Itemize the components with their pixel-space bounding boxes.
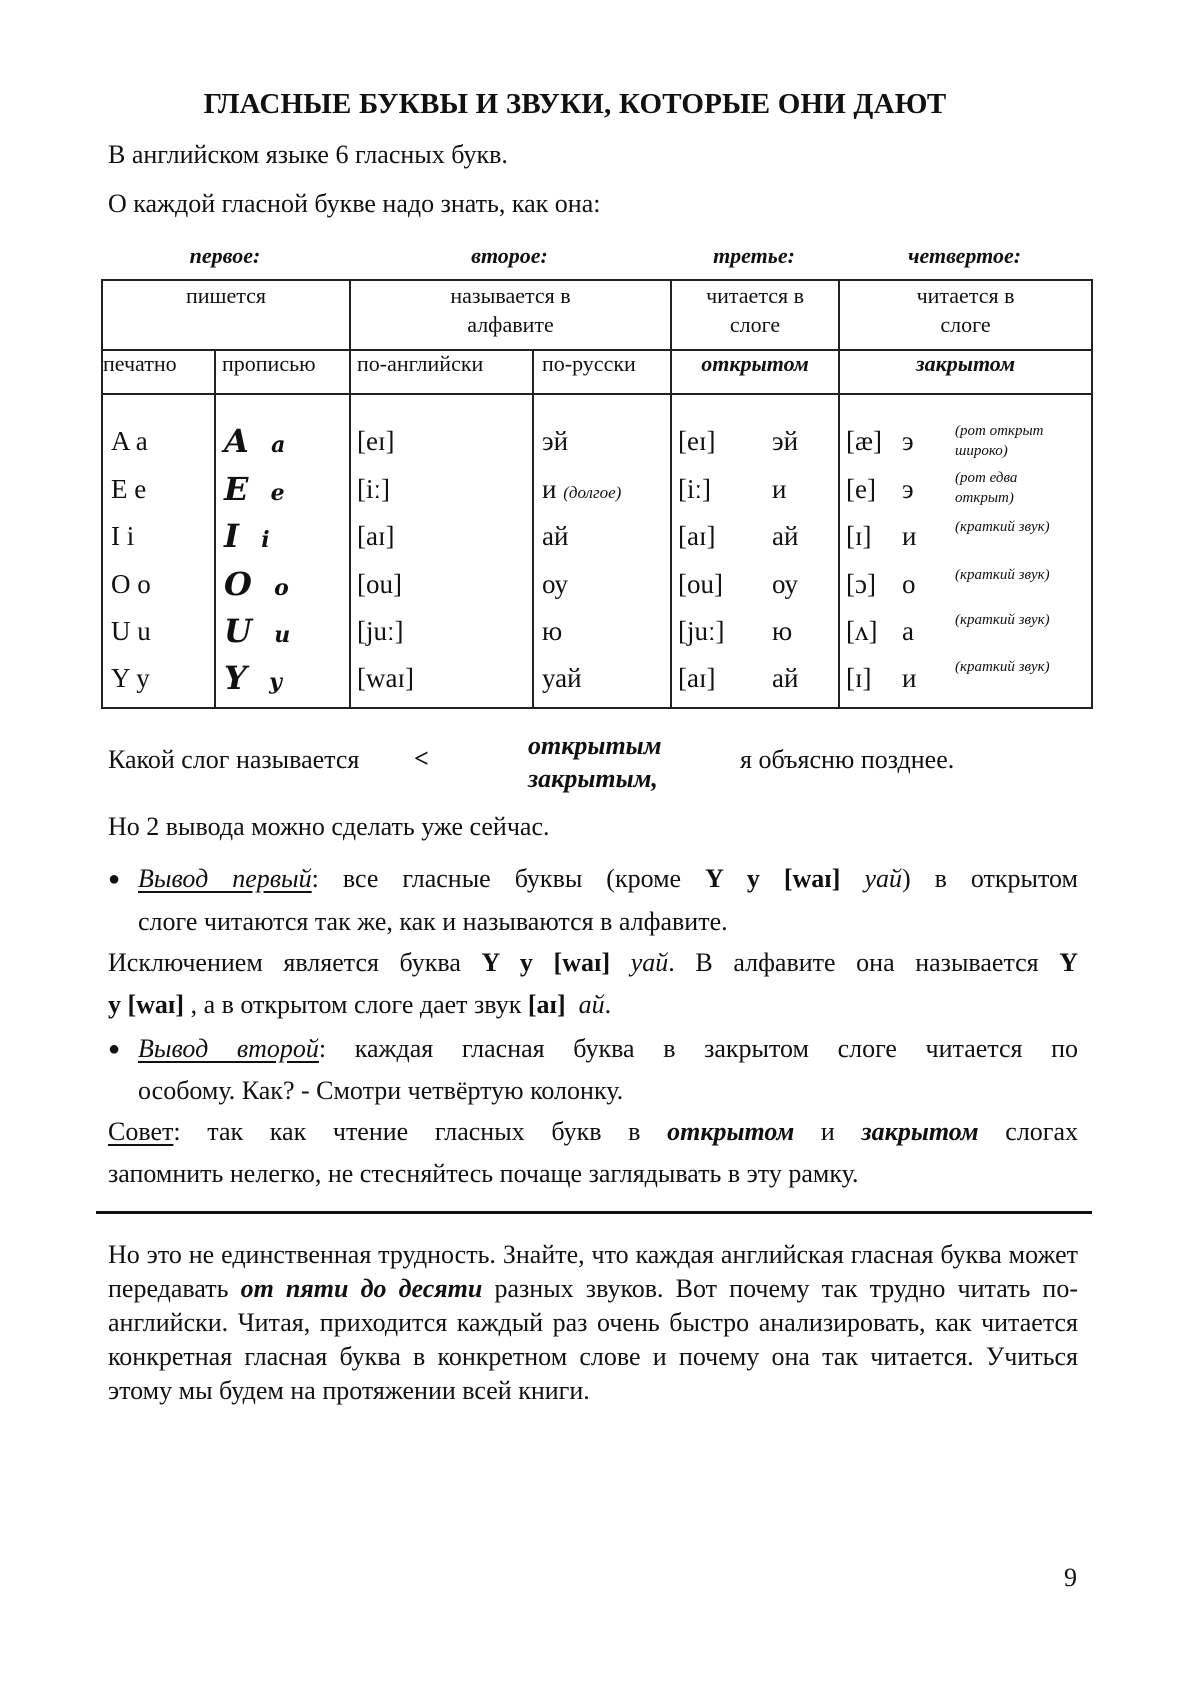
conclusion-2-line-2: особому. Как? - Смотри четвёртую колонку. <box>138 1076 624 1105</box>
script-lower: a <box>271 432 286 458</box>
header-alphabet-name: называется в алфавите <box>350 280 671 350</box>
bottom-text-1: Но это не единственная трудность. Знайте, что каждая английская гласная буква может передавать <box>108 1240 1078 1303</box>
script-upper: U <box>224 612 252 650</box>
script-lower: u <box>274 622 291 648</box>
open-ipa: [aɪ] <box>678 663 716 693</box>
advice-closed: закрытом <box>861 1117 979 1146</box>
header-script: прописью <box>215 350 350 394</box>
open-ipa: [aɪ] <box>678 521 716 551</box>
conclusion-1-text-a: : все гласные буквы (кроме <box>311 864 706 893</box>
colhead-third: третье: <box>713 243 795 268</box>
syllable-option-open: открытым <box>528 731 662 760</box>
header-closed-read: читается в слоге <box>839 280 1092 350</box>
english-ipa: [ou] <box>357 569 402 599</box>
print-letter: I i <box>111 521 135 551</box>
conclusion-2-text: : каждая гласная буква в закрытом слоге читается по <box>318 1034 1079 1063</box>
closed-ru: о <box>902 569 916 599</box>
closed-ru: а <box>902 616 914 646</box>
exception-open-sound-ru: ай <box>578 990 605 1019</box>
script-upper: E <box>224 470 249 508</box>
col-closed <box>839 394 1092 708</box>
open-ru: ю <box>772 616 793 646</box>
col-script <box>215 394 350 708</box>
closed-ru: и <box>902 521 917 551</box>
closed-note: (краткий звук) <box>955 659 1050 675</box>
russian-name: уай <box>542 663 582 693</box>
script-lower: i <box>261 527 270 553</box>
russian-name: ю <box>542 616 563 646</box>
russian-name-note: (долгое) <box>563 483 622 502</box>
russian-name-text: и <box>542 474 557 504</box>
script-upper: Y <box>224 659 247 697</box>
bottom-paragraph <box>108 1238 1078 1408</box>
syllable-question-tail: я объясню позднее. <box>740 745 955 774</box>
closed-ipa: [ɪ] <box>846 521 872 551</box>
bullet-icon: ● <box>108 1038 121 1060</box>
closed-ipa: [e] <box>846 474 876 504</box>
english-ipa: [aɪ] <box>357 521 395 551</box>
conclusion-1-letter: Y y [waɪ] <box>705 864 841 893</box>
script-lower: o <box>274 575 289 601</box>
intro-line-1: В английском языке 6 гласных букв. <box>108 140 508 169</box>
closed-note: (краткий звук) <box>955 567 1050 583</box>
table-header-row-1 <box>102 280 1092 350</box>
conclusions-intro: Но 2 вывода можно сделать уже сейчас. <box>108 812 550 841</box>
header-open-read: читается в слоге <box>671 280 839 350</box>
script-letter <box>224 614 290 652</box>
syllable-question-bracket: < <box>414 744 429 773</box>
english-ipa: [waɪ] <box>357 663 414 693</box>
exception-text-2: . В алфавите она называется <box>668 948 1060 977</box>
conclusion-1-sound: уай <box>864 864 902 893</box>
syllable-option-closed: закрытым, <box>528 764 658 793</box>
conclusion-1-label: Вывод первый <box>138 864 312 893</box>
closed-note <box>955 468 1017 508</box>
col-print <box>102 394 215 708</box>
script-lower: y <box>269 669 282 695</box>
page-title: ГЛАСНЫЕ БУКВЫ И ЗВУКИ, КОТОРЫЕ ОНИ ДАЮТ <box>203 88 947 120</box>
russian-name: ай <box>542 521 569 551</box>
conclusion-2-line-1 <box>138 1028 1078 1070</box>
table-header-row-2 <box>102 350 1092 394</box>
russian-name <box>542 472 621 510</box>
closed-note <box>955 421 1043 461</box>
advice-text-1: : так как чтение гласных букв в <box>173 1117 668 1146</box>
closed-ipa: [ɔ] <box>846 569 876 599</box>
col-russian <box>533 394 671 708</box>
bullet-icon: ● <box>108 868 121 890</box>
advice-open: открытом <box>667 1117 795 1146</box>
closed-note-line-2: широко) <box>955 443 1008 459</box>
open-ru: оу <box>772 569 798 599</box>
closed-note-line-1: (рот открыт <box>955 423 1044 439</box>
print-letter: Y y <box>111 663 150 693</box>
open-ru: ай <box>772 521 799 551</box>
closed-ru: и <box>902 663 917 693</box>
exception-line-1 <box>108 942 1078 984</box>
script-letter <box>224 519 270 557</box>
script-upper: O <box>224 565 252 603</box>
open-ipa: [eɪ] <box>678 426 716 456</box>
exception-letter-y-ipa: y [waɪ] <box>108 990 185 1019</box>
col-english <box>350 394 533 708</box>
vowel-table <box>101 279 1093 709</box>
closed-ipa: [ɪ] <box>846 663 872 693</box>
colhead-second: второе: <box>471 243 548 268</box>
closed-ru: э <box>902 474 914 504</box>
bottom-text-2: разных звуков. Вот почему так трудно читать по-английски. Читая, приходится каждый раз очень быстро анализировать, как читается конкретная гласная буква в конкретном слове и почему она так читается. Учиться этому мы будем на протяжении всей книги. <box>108 1274 1078 1405</box>
open-ipa: [juː] <box>678 616 725 646</box>
english-ipa: [juː] <box>357 616 404 646</box>
print-letter: U u <box>111 616 151 646</box>
russian-name: эй <box>542 426 569 456</box>
advice-text-3: слогах <box>978 1117 1078 1146</box>
script-letter <box>224 661 282 699</box>
exception-text-3: , а в открытом слоге дает звук <box>184 990 528 1019</box>
page-number: 9 <box>1064 1563 1077 1592</box>
advice-line-2: запомнить нелегко, не стесняйтесь почаще заглядывать в эту рамку. <box>108 1159 859 1188</box>
exception-sound: уай <box>630 948 669 977</box>
closed-ipa: [æ] <box>846 426 883 456</box>
script-upper: A <box>224 422 249 460</box>
section-divider <box>96 1211 1092 1214</box>
open-ru: и <box>772 474 787 504</box>
print-letter: E e <box>111 474 147 504</box>
bottom-emphasis: от пяти до десяти <box>240 1274 483 1303</box>
conclusion-2-label: Вывод второй <box>138 1034 319 1063</box>
header-russian: по-русски <box>533 350 671 394</box>
open-ipa: [iː] <box>678 474 712 504</box>
print-letter: O o <box>111 569 151 599</box>
closed-note-line-1: (рот едва <box>955 470 1018 486</box>
closed-note-line-2: открыт) <box>955 490 1014 506</box>
header-open: открытом <box>671 350 839 394</box>
english-ipa: [iː] <box>357 474 390 504</box>
conclusion-1-line-2: слоге читаются так же, как и называются в алфавите. <box>138 907 728 936</box>
conclusion-1-line-1 <box>138 858 1078 900</box>
open-ru: эй <box>772 426 799 456</box>
table-body-row <box>102 394 1092 708</box>
print-letter: A a <box>111 426 148 456</box>
closed-note: (краткий звук) <box>955 519 1050 535</box>
english-ipa: [eɪ] <box>357 426 395 456</box>
advice-line-1 <box>108 1111 1078 1153</box>
col-open <box>671 394 839 708</box>
exception-open-sound: [aɪ] <box>527 990 566 1019</box>
script-letter <box>224 424 285 462</box>
exception-letter-y: Y <box>1059 948 1079 977</box>
conclusion-1-text-b: ) в открытом <box>901 864 1078 893</box>
header-english: по-английски <box>350 350 533 394</box>
colhead-first: первое: <box>189 243 261 268</box>
syllable-question-lead: Какой слог называется <box>108 745 360 774</box>
closed-ipa: [ʌ] <box>846 616 878 646</box>
script-letter <box>224 472 285 510</box>
closed-ru: э <box>902 426 914 456</box>
header-print: печатно <box>102 350 215 394</box>
script-lower: e <box>270 480 285 506</box>
colhead-fourth: четвертое: <box>907 243 1022 268</box>
intro-line-2: О каждой гласной букве надо знать, как она: <box>108 189 601 218</box>
open-ipa: [ou] <box>678 569 723 599</box>
russian-name: оу <box>542 569 568 599</box>
exception-line-2 <box>108 984 611 1026</box>
script-upper: I <box>224 517 239 555</box>
header-written: пишется <box>102 280 350 350</box>
script-letter <box>224 567 289 605</box>
header-closed: закрытом <box>839 350 1092 394</box>
exception-text-1: Исключением является буква <box>108 948 482 977</box>
advice-label: Совет <box>108 1117 174 1146</box>
closed-note: (краткий звук) <box>955 612 1050 628</box>
open-ru: ай <box>772 663 799 693</box>
advice-text-2: и <box>794 1117 862 1146</box>
exception-letter: Y y [waɪ] <box>481 948 611 977</box>
exception-text-4: . <box>604 990 612 1019</box>
